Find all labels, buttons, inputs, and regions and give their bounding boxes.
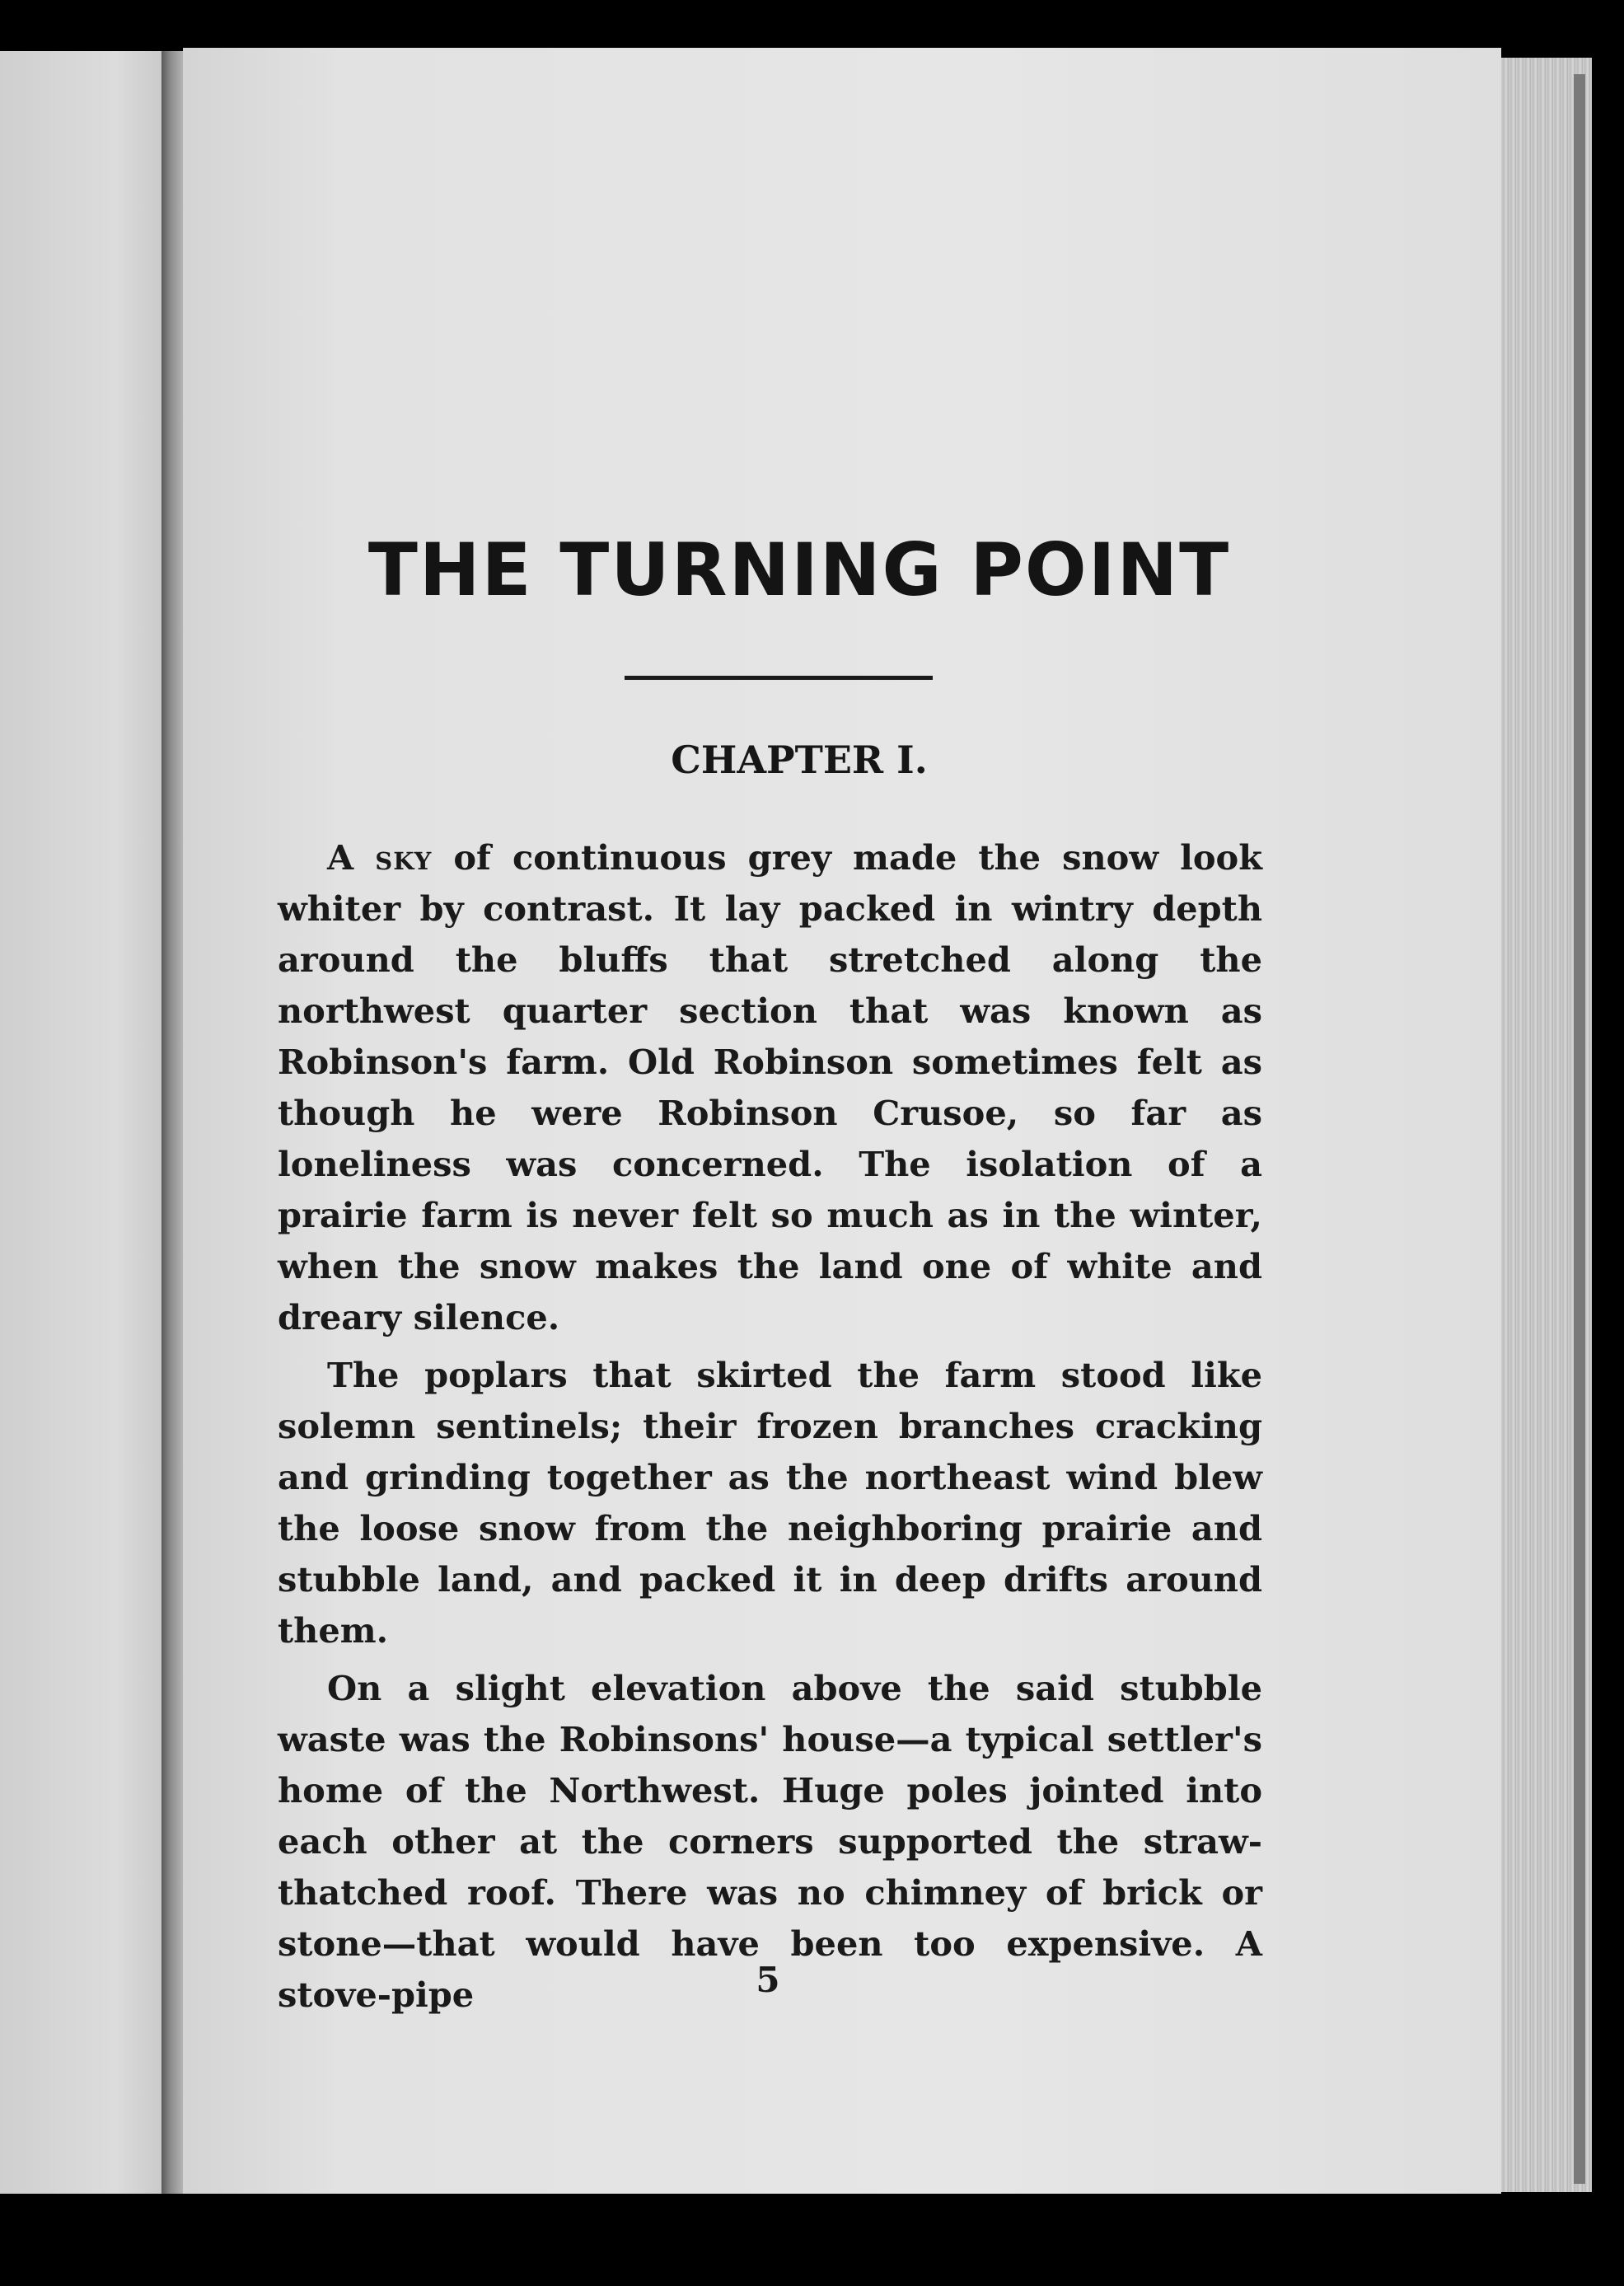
book-title: THE TURNING POINT <box>367 527 1231 612</box>
facing-page-edge <box>0 51 165 2194</box>
page-edge-shadow <box>1574 74 1585 2184</box>
paragraph-1-text: of continuous grey made the snow look whiter by contrast. It lay packed in wintry depth around the bluffs that stretched along the northwest quarter section that was known as Robinson's farm. Old Robinson sometimes felt as though he were Robinson Crusoe, so far as loneliness was concerned. The isolation of a prairie farm is never felt so much as in the winter, when the snow makes the land one of white and dreary silence. <box>278 837 1262 1337</box>
paragraph-1-smallcaps: sky <box>375 837 433 878</box>
paragraph-3-text: On a slight elevation above the said stubble waste was the Robinsons' house—a typical settler's home of the Northwest. Huge poles jointed into each other at the corners supported the straw-thatched roof. There was no chimney of brick or stone—that would have been too expensive. A stove-pipe <box>278 1668 1262 2015</box>
chapter-heading: CHAPTER I. <box>671 738 928 782</box>
paragraph-2-text: The poplars that skirted the farm stood like solemn sentinels; their frozen branches cracking and grinding together as the northeast wind blew the loose snow from the neighboring prairie and stubble land, and packed it in deep drifts around them. <box>278 1355 1262 1651</box>
paragraph-1-lead: A <box>327 837 376 878</box>
paragraph-2 <box>278 1350 1262 1656</box>
page-number: 5 <box>756 1960 780 2000</box>
body-text <box>278 832 1262 2027</box>
paragraph-1 <box>278 832 1262 1343</box>
book-gutter <box>161 51 183 2194</box>
title-divider <box>625 676 933 680</box>
